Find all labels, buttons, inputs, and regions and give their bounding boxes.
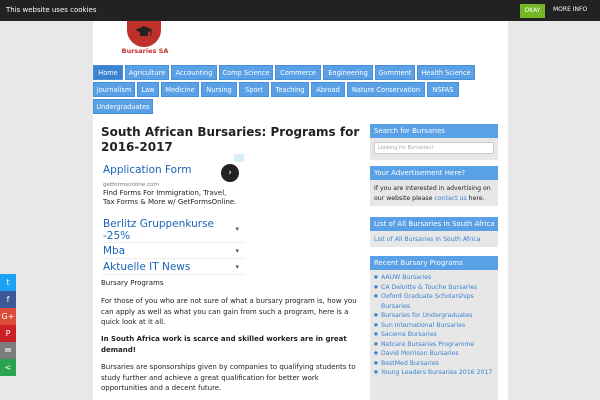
list-item[interactable]: ● CA Deloitte & Touche Bursaries bbox=[374, 283, 494, 293]
search-input[interactable]: Looking for Bursaries? bbox=[374, 142, 494, 154]
page-title: South African Bursaries: Programs for 2016-2017 bbox=[101, 125, 360, 154]
nav-item-abroad[interactable]: Abroad bbox=[311, 82, 345, 97]
list-item[interactable]: ● Bursaries for Undergraduates bbox=[374, 311, 494, 321]
all-bursaries-widget bbox=[370, 217, 498, 247]
ad-item[interactable] bbox=[101, 217, 245, 243]
nav-item-medicine[interactable]: Medicine bbox=[161, 82, 199, 97]
site-logo[interactable] bbox=[115, 21, 175, 61]
facebook-glyph: f bbox=[6, 295, 10, 304]
nav-item-engineering[interactable]: Engineering bbox=[323, 65, 373, 80]
nav-item-nature-conservation[interactable]: Nature Conservation bbox=[347, 82, 425, 97]
nav-item-health-science[interactable]: Health Science bbox=[417, 65, 475, 80]
recent-programs-list bbox=[370, 270, 498, 381]
nav-item-sport[interactable]: Sport bbox=[239, 82, 269, 97]
emphasis-paragraph: In South Africa work is scarce and skilled workers are in great demand! bbox=[101, 335, 347, 354]
cookie-message: This website uses cookies bbox=[6, 6, 97, 14]
graduation-cap-icon bbox=[135, 25, 153, 39]
list-item[interactable]: ● Netcare Bursaries Programme bbox=[374, 340, 494, 350]
nav-item-nsfas[interactable]: NSFAS bbox=[427, 82, 459, 97]
list-item[interactable]: ● Oxford Graduate Scholarships Bursaries bbox=[374, 292, 494, 311]
contact-us-link[interactable]: contact us bbox=[434, 195, 467, 202]
share-icon[interactable] bbox=[0, 359, 16, 376]
ad-choices-icon[interactable] bbox=[234, 154, 244, 162]
google-plus-glyph: G+ bbox=[1, 312, 15, 321]
pinterest-icon[interactable] bbox=[0, 325, 16, 342]
google-plus-icon[interactable] bbox=[0, 308, 16, 325]
ad-item[interactable] bbox=[101, 162, 245, 217]
ad-headline[interactable]: Aktuelle IT News bbox=[103, 261, 191, 273]
nav-item-undergraduates[interactable]: Undergraduates bbox=[93, 99, 153, 114]
nav-item-teaching[interactable]: Teaching bbox=[271, 82, 309, 97]
ad-arrow-icon[interactable]: › bbox=[221, 164, 239, 182]
advert-text-post: here. bbox=[466, 195, 485, 202]
recent-programs-widget bbox=[370, 256, 498, 400]
ad-url: getformsonline.com bbox=[103, 182, 159, 188]
list-item[interactable]: ● Young Leaders Bursaries 2016 2017 bbox=[374, 368, 494, 378]
chevron-down-icon: ▾ bbox=[235, 225, 239, 233]
nav-item-law[interactable]: Law bbox=[137, 82, 159, 97]
logo-text: Bursaries SA bbox=[121, 47, 169, 55]
cookie-more-info-link[interactable]: MORE INFO bbox=[553, 6, 588, 13]
nav-item-government[interactable]: Gvmment bbox=[375, 65, 415, 80]
list-item[interactable]: ● Sun International Bursaries bbox=[374, 321, 494, 331]
email-icon[interactable] bbox=[0, 342, 16, 359]
nav-item-journalism[interactable]: Journalism bbox=[93, 82, 135, 97]
list-item[interactable]: ● BestMed Bursaries bbox=[374, 359, 494, 369]
nav-item-commerce[interactable]: Commerce bbox=[275, 65, 321, 80]
ad-item[interactable] bbox=[101, 244, 245, 259]
facebook-icon[interactable] bbox=[0, 291, 16, 308]
pinterest-glyph: P bbox=[5, 329, 11, 338]
cookie-ok-button[interactable]: OKAY bbox=[520, 4, 545, 18]
list-item[interactable]: ● David Morrison Bursaries bbox=[374, 349, 494, 359]
nav-item-comp-science[interactable]: Comp Science bbox=[219, 65, 273, 80]
email-glyph: ✉ bbox=[4, 346, 12, 355]
nav-item-home[interactable]: Home bbox=[93, 65, 123, 80]
share-glyph: < bbox=[4, 363, 12, 372]
cookie-bar bbox=[0, 0, 600, 21]
advert-text-pre: If you are interested in advertising on our website please bbox=[374, 185, 491, 202]
ad-headline[interactable]: Berlitz Gruppenkurse -25% bbox=[103, 218, 214, 242]
recent-programs-heading: Recent Bursary Programs bbox=[370, 256, 498, 270]
all-bursaries-link[interactable]: List of All Bursaries in South Africa bbox=[374, 236, 481, 243]
ad-headline[interactable]: Application Form bbox=[103, 164, 192, 176]
search-widget bbox=[370, 124, 498, 160]
chevron-down-icon: ▾ bbox=[235, 263, 239, 271]
list-item[interactable]: ● AAUW Bursaries bbox=[374, 273, 494, 283]
intro-paragraph: For those of you who are not sure of what a bursary program is, how you can apply as well as what you can gain from such a program, here is a quick look at it all. bbox=[101, 297, 357, 326]
search-widget-heading: Search for Bursaries bbox=[370, 124, 498, 138]
page-container bbox=[93, 21, 508, 400]
nav-item-accounting[interactable]: Accounting bbox=[171, 65, 217, 80]
ad-headline[interactable]: Mba bbox=[103, 245, 126, 257]
twitter-glyph: t bbox=[6, 278, 10, 287]
advert-widget-heading: Your Advertisement Here? bbox=[370, 166, 498, 180]
main-nav bbox=[93, 65, 508, 117]
nav-item-agriculture[interactable]: Agriculture bbox=[125, 65, 169, 80]
ad-block bbox=[101, 154, 245, 274]
nav-item-nursing[interactable]: Nursing bbox=[201, 82, 237, 97]
advert-widget bbox=[370, 166, 498, 206]
ad-description: Find Forms For Immigration, Travel, Tax Forms & More w/ GetFormsOnline. bbox=[103, 189, 237, 206]
body-paragraph: Bursaries are sponsorships given by companies to qualifying students to study further and achieve a great qualification for better work opportunities and a decent future. bbox=[101, 363, 356, 392]
ad-item[interactable] bbox=[101, 260, 245, 275]
list-item[interactable]: ● Sacema Bursaries bbox=[374, 330, 494, 340]
all-bursaries-heading: List of All Bursaries in South Africa bbox=[370, 217, 498, 231]
section-heading: Bursary Programs bbox=[101, 279, 164, 287]
twitter-icon[interactable] bbox=[0, 274, 16, 291]
chevron-down-icon: ▾ bbox=[235, 247, 239, 255]
advert-text bbox=[370, 180, 498, 208]
